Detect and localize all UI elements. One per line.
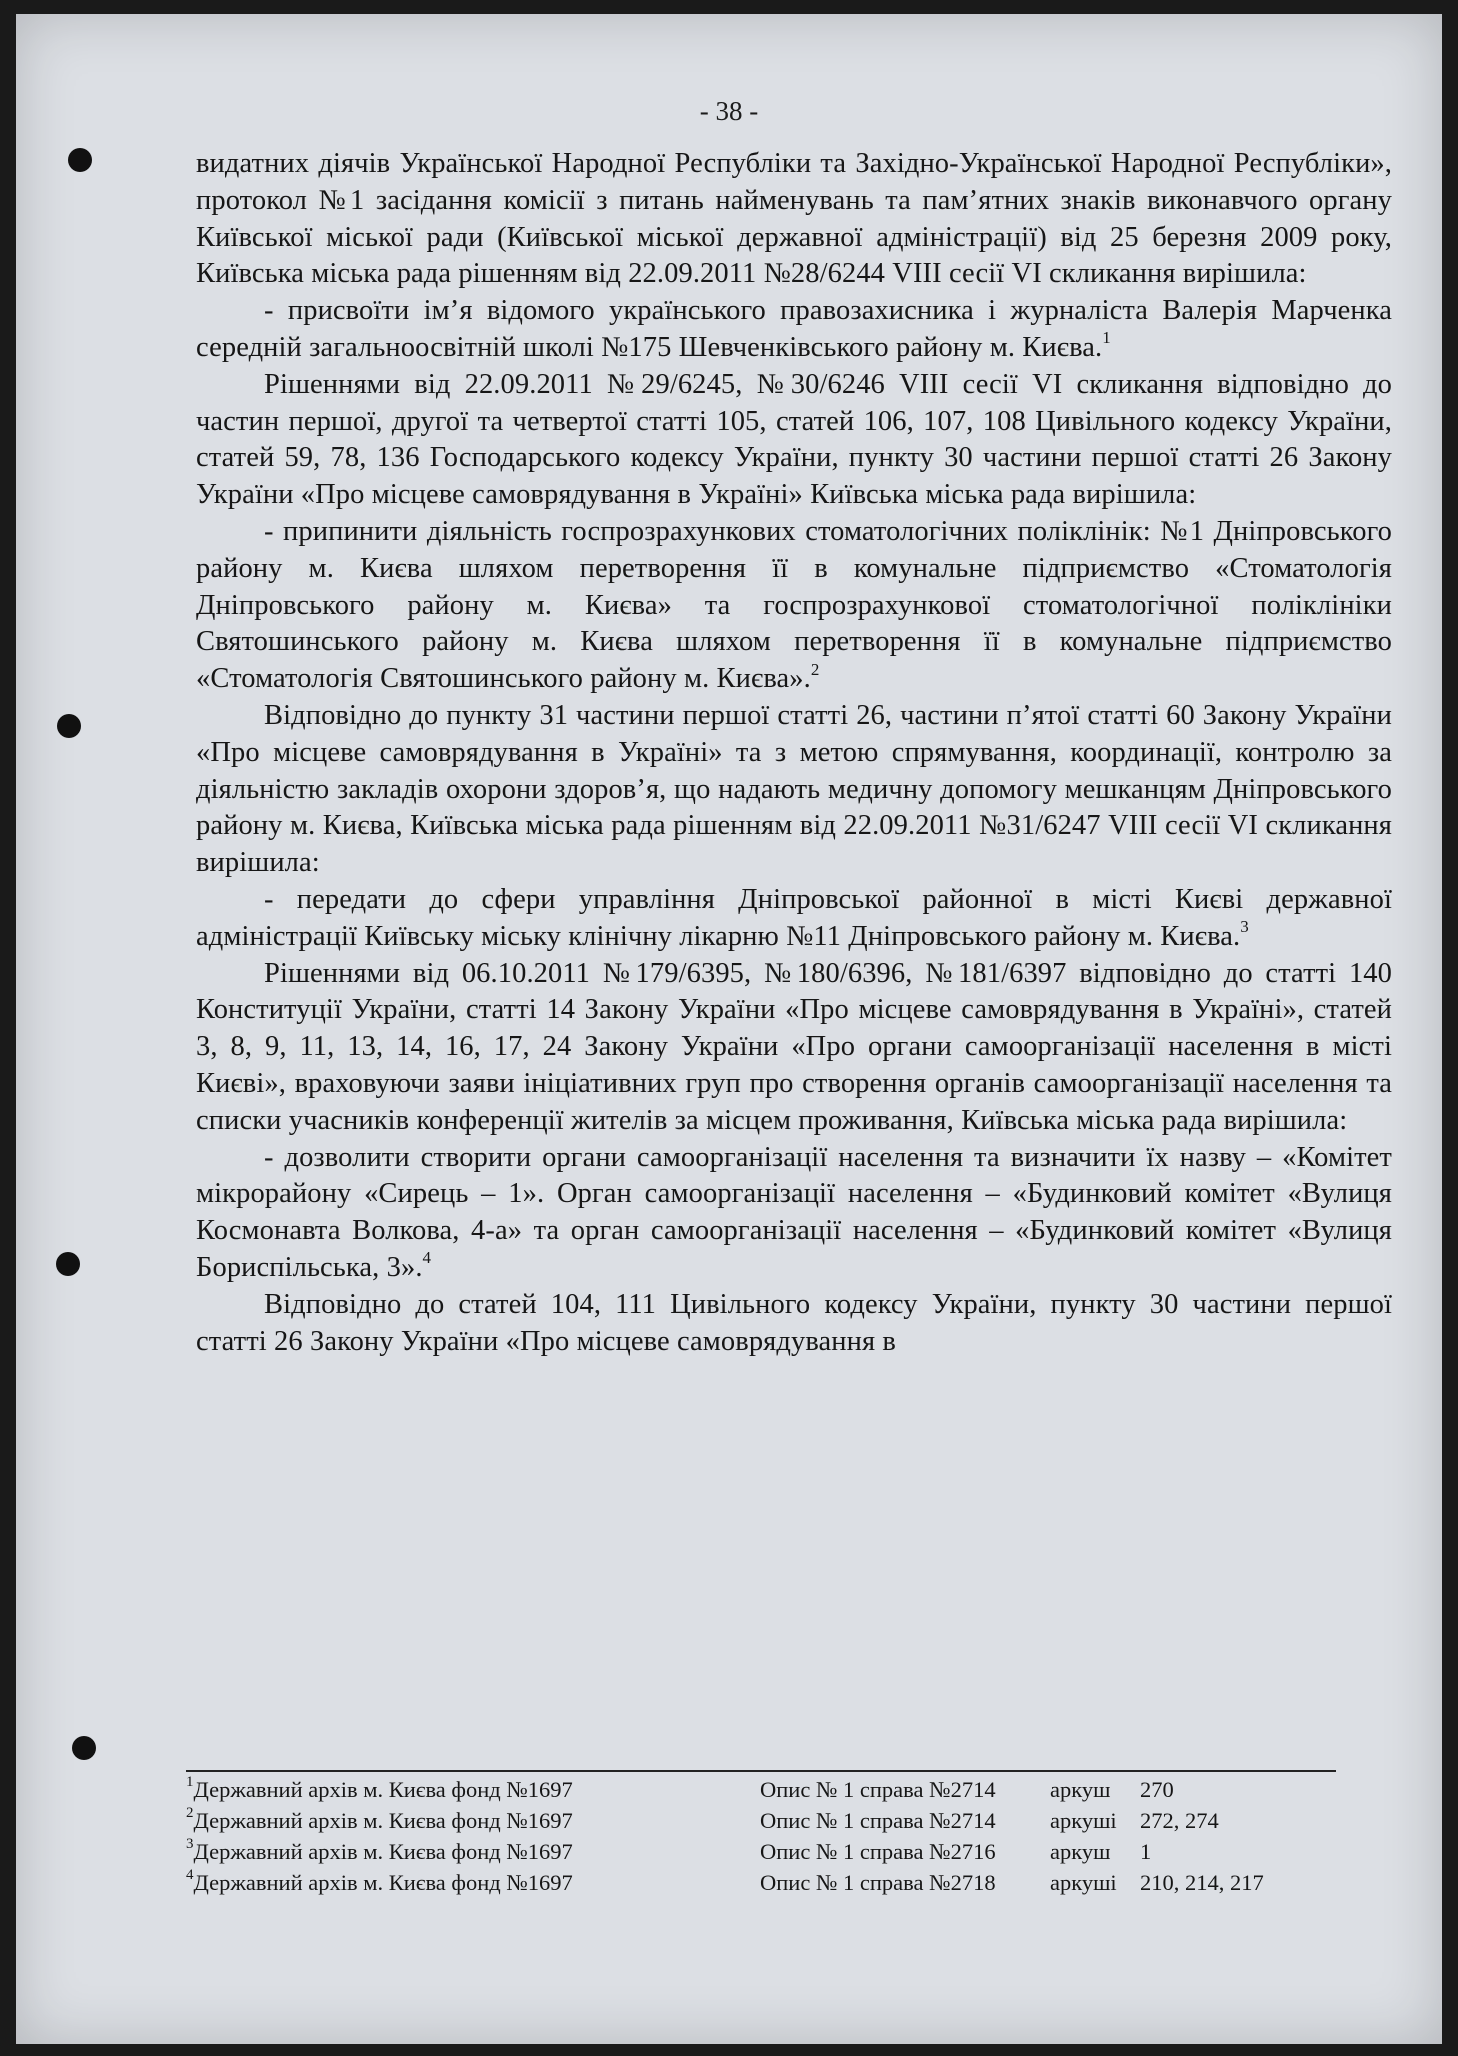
footnote-sheets: 270	[1140, 1777, 1174, 1802]
paragraph	[196, 1140, 1392, 1287]
footnote-inventory: Опис № 1 справа №2714	[760, 1808, 996, 1833]
footnote-inventory: Опис № 1 справа №2716	[760, 1839, 996, 1864]
punch-hole	[57, 714, 81, 738]
footnote-archive-text: Державний архів м. Києва фонд №1697	[193, 1777, 573, 1802]
footnote-row	[186, 1836, 1346, 1867]
footnote-reference: 1	[1102, 328, 1111, 348]
footnote-row	[186, 1867, 1346, 1898]
footnote-reference: 3	[1240, 917, 1249, 937]
footnote-sheets: 210, 214, 217	[1140, 1870, 1264, 1895]
paragraph	[196, 293, 1392, 367]
paragraph	[196, 514, 1392, 698]
paragraph	[196, 367, 1392, 514]
footnote-row	[186, 1805, 1346, 1836]
paragraph	[196, 882, 1392, 956]
paragraph	[196, 698, 1392, 882]
paragraph-text: - припинити діяльність госпрозрахункових стоматологічних поліклінік: №1 Дніпровського району м. Києва шляхом перетворення її в комунальне підприємство «Стоматологія Дніпровського району м. Києва» та госпрозрахункової стоматологічної поліклініки Святошинського району м. Києва шляхом перетворення її в комунальне підприємство «Стоматологія Святошинського району м. Києва».	[196, 515, 1392, 695]
footnote-inventory: Опис № 1 справа №2714	[760, 1777, 996, 1802]
footnote-sheets: 272, 274	[1140, 1808, 1219, 1833]
footnote-archive-text: Державний архів м. Києва фонд №1697	[193, 1808, 573, 1833]
footnote-sheet-label: аркуші	[1050, 1870, 1117, 1895]
footnote-sheet-label: аркуш	[1050, 1777, 1111, 1802]
footnote-archive	[186, 1774, 760, 1805]
paragraph-text: Рішеннями від 22.09.2011 №29/6245, №30/6246 VIII сесії VI скликання відповідно до частин першої, другої та четвертої статті 105, статей 106, 107, 108 Цивільного кодексу України, статей 59, 78, 136 Господарського кодексу України, пункту 30 частини першої статті 26 Закону України «Про місцеве самоврядування в Україні» Київська міська рада вирішила:	[196, 368, 1392, 511]
paragraph-text: видатних діячів Української Народної Республіки та Західно-Української Народної Республіки», протокол №1 засідання комісії з питань найменувань та пам’ятних знаків виконавчого органу Київської міської ради (Київської міської державної адміністрації) від 25 березня 2009 року, Київська міська рада рішенням від 22.09.2011 №28/6244 VIII сесії VI скликання вирішила:	[196, 148, 1392, 290]
body-text	[196, 146, 1392, 1360]
paragraph-text: - дозволити створити органи самоорганізації населення та визначити їх назву – «Комітет мікрорайону «Сирець – 1». Орган самоорганізації населення – «Будинковий комітет «Вулиця Космонавта Волкова, 4-а» та орган самоорганізації населення – «Будинковий комітет «Вулиця Бориспільська, 3».	[196, 1141, 1392, 1283]
footnote-reference: 4	[422, 1248, 432, 1268]
footnote-archive	[186, 1805, 760, 1836]
footnote-divider	[186, 1770, 1336, 1772]
paragraph-text: Відповідно до пункту 31 частини першої статті 26, частини п’ятої статті 60 Закону України «Про місцеве самоврядування в Україні» та з метою спрямування, координації, контролю за діяльністю закладів охорони здоров’я, що надають медичну допомогу мешканцям Дніпровського району м. Києва, Київська міська рада рішенням від 22.09.2011 №31/6247 VIII сесії VI скликання вирішила:	[196, 699, 1392, 879]
paragraph-text: Відповідно до статей 104, 111 Цивільного кодексу України, пункту 30 частини першої статті 26 Закону України «Про місцеве самоврядування в	[196, 1288, 1392, 1357]
punch-hole	[68, 148, 92, 172]
footnote-sheet-label: аркуші	[1050, 1808, 1117, 1833]
footnotes	[186, 1774, 1346, 1898]
footnote-archive	[186, 1836, 760, 1867]
paragraph	[196, 146, 1392, 293]
footnote-sheets: 1	[1140, 1839, 1152, 1864]
footnote-archive-text: Державний архів м. Києва фонд №1697	[193, 1870, 573, 1895]
paragraph-text: - передати до сфери управління Дніпровської районної в місті Києві державної адміністрації Київську міську клінічну лікарню №11 Дніпровського району м. Києва.	[196, 883, 1392, 952]
footnote-inventory: Опис № 1 справа №2718	[760, 1870, 996, 1895]
footnote-number: 4	[186, 1866, 194, 1883]
footnote-number: 1	[186, 1773, 194, 1790]
paragraph-text: Рішеннями від 06.10.2011 №179/6395, №180/6396, №181/6397 відповідно до статті 140 Конституції України, статті 14 Закону України «Про місцеве самоврядування в Україні», статей 3, 8, 9, 11, 13, 14, 16, 17, 24 Закону України «Про органи самоорганізації населення в місті Києві», враховуючи заяви ініціативних груп про створення органів самоорганізації населення та списки учасників конференції жителів за місцем проживання, Київська міська рада вирішила:	[196, 957, 1392, 1136]
footnote-number: 2	[186, 1804, 194, 1821]
footnote-archive	[186, 1867, 760, 1898]
paragraph-text: - присвоїти ім’я відомого українського правозахисника і журналіста Валерія Марченка середній загальноосвітній школі №175 Шевченківського району м. Києва.	[196, 295, 1392, 363]
punch-hole	[72, 1736, 96, 1760]
paragraph	[196, 956, 1392, 1140]
footnote-row	[186, 1774, 1346, 1805]
footnote-sheet-label: аркуш	[1050, 1839, 1111, 1864]
punch-hole	[56, 1252, 80, 1276]
footnote-reference: 2	[810, 659, 820, 679]
paragraph	[196, 1287, 1392, 1361]
page-number: - 38 -	[699, 96, 759, 126]
footnote-number: 3	[186, 1835, 194, 1852]
footnote-archive-text: Державний архів м. Києва фонд №1697	[193, 1839, 573, 1864]
